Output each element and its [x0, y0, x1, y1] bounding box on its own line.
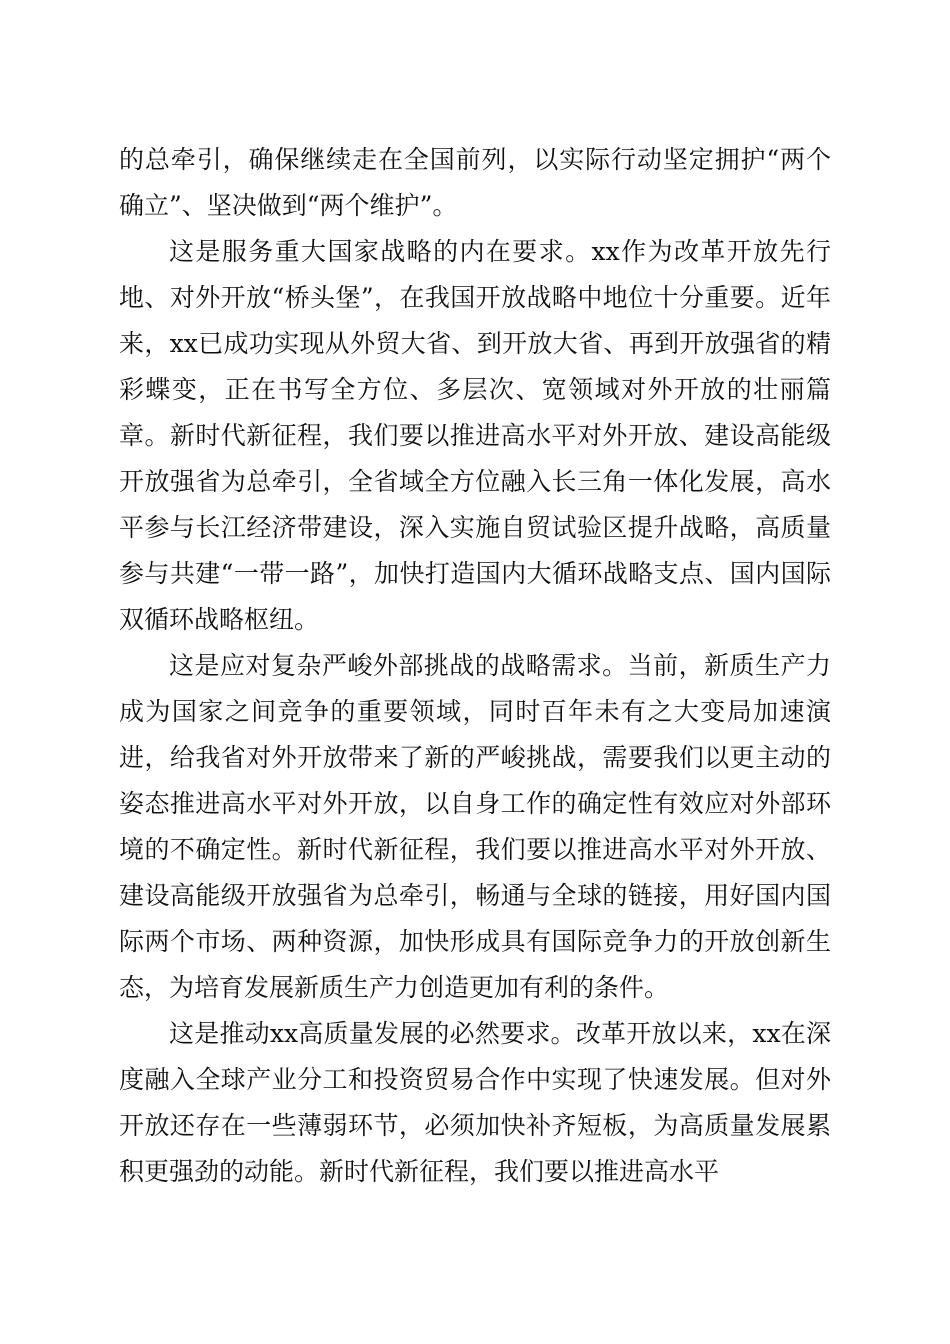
paragraph-external-challenges: 这是应对复杂严峻外部挑战的战略需求。当前，新质生产力成为国家之间竞争的重要领域，同时百年未有之大变局加速演进，给我省对外开放带来了新的严峻挑战，需要我们以更主动的姿态推进高水平对外开放，以自身工作的确定性有效应对外部环境的不确定性。新时代新征程，我们要以推进高水平对外开放、建设高能级开放强省为总牵引，畅通与全球的链接，用好国内国际两个市场、两种资源，加快形成具有国际竞争力的开放创新生态，为培育发展新质生产力创造更加有利的条件。: [119, 651, 831, 1002]
document-body: [119, 137, 831, 1195]
paragraph-high-quality-development: 这是推动xx高质量发展的必然要求。改革开放以来，xx在深度融入全球产业分工和投资贸易合作中实现了快速发展。但对外开放还存在一些薄弱环节，必须加快补齐短板，为高质量发展累积更强劲的动能。新时代新征程，我们要以推进高水平: [119, 1019, 831, 1186]
paragraph-continuation: 的总牵引，确保继续走在全国前列，以实际行动坚定拥护“两个确立”、坚决做到“两个维护”。: [119, 145, 831, 220]
paragraph-national-strategy: 这是服务重大国家战略的内在要求。xx作为改革开放先行地、对外开放“桥头堡”，在我国开放战略中地位十分重要。近年来，xx已成功实现从外贸大省、到开放大省、再到开放强省的精彩蝶变，正在书写全方位、多层次、宽领域对外开放的壮丽篇章。新时代新征程，我们要以推进高水平对外开放、建设高能级开放强省为总牵引，全省域全方位融入长三角一体化发展，高水平参与长江经济带建设，深入实施自贸试验区提升战略，高质量参与共建“一带一路”，加快打造国内大循环战略支点、国内国际双循环战略枢纽。: [119, 237, 831, 634]
